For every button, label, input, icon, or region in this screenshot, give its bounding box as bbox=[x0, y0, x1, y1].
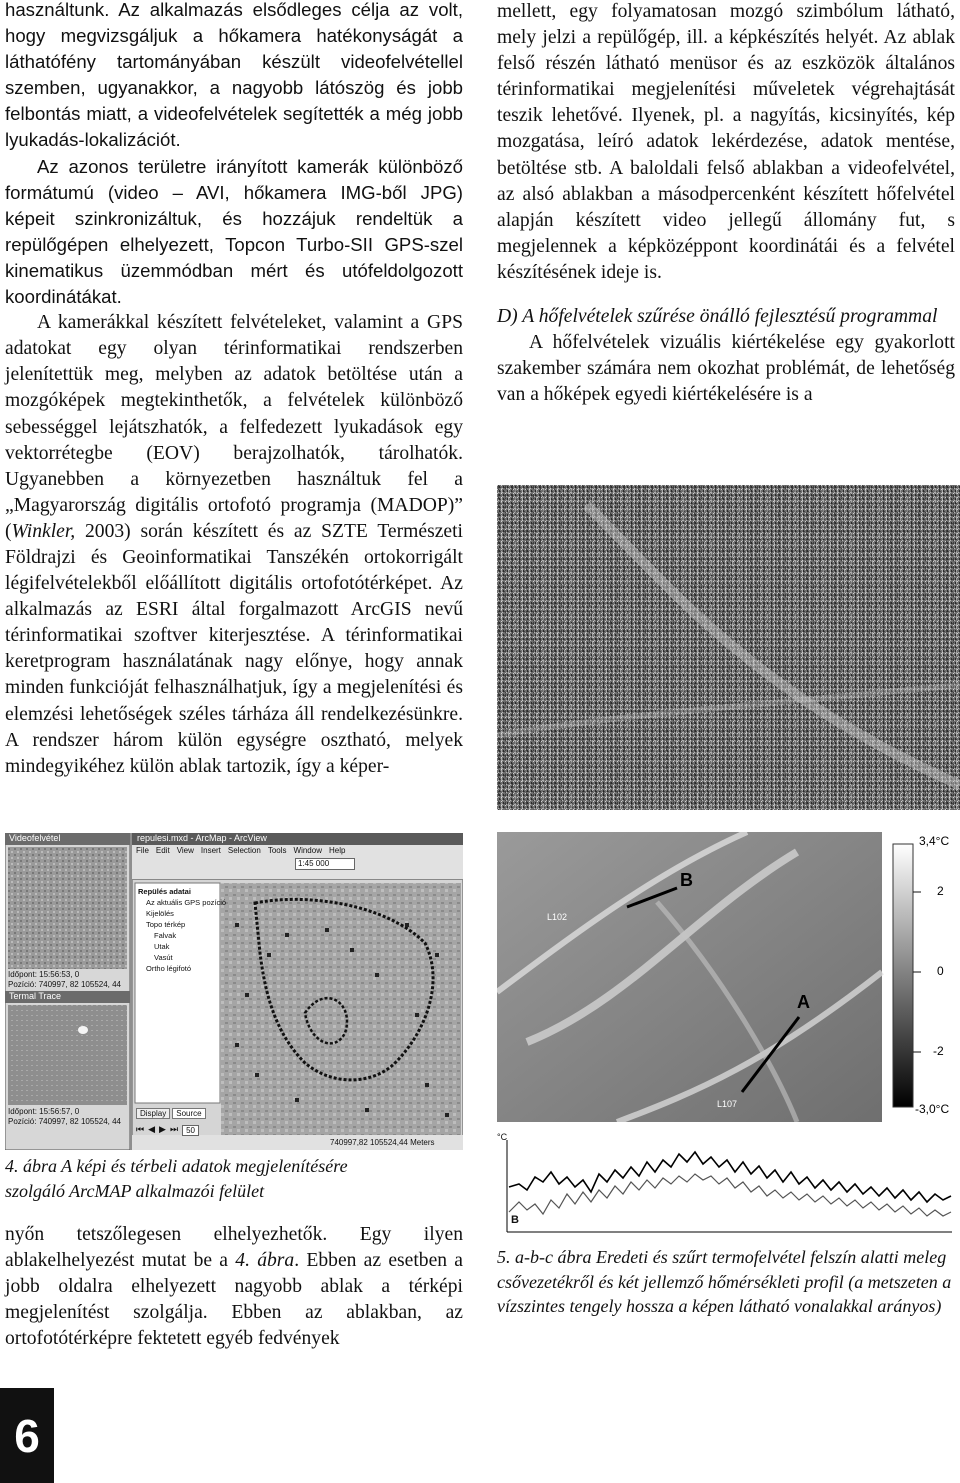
profile-label-a: A bbox=[797, 992, 810, 1012]
scale-field[interactable]: 1:45 000 bbox=[295, 858, 355, 870]
position-label: Pozíció: bbox=[8, 1117, 37, 1126]
body-paragraph bbox=[5, 1222, 463, 1352]
chart-y-unit: °C bbox=[497, 1132, 508, 1142]
menu-item-file[interactable]: File bbox=[136, 846, 149, 855]
profile-line-a bbox=[509, 1152, 951, 1202]
left-column-continued bbox=[5, 1222, 463, 1352]
scale-min-label: -3,0°C bbox=[915, 1102, 950, 1116]
status-coordinates: 740997,82 105524,44 Meters bbox=[330, 1138, 435, 1147]
menu-item-window[interactable]: Window bbox=[293, 846, 322, 855]
toc-item[interactable]: Utak bbox=[154, 942, 170, 951]
toc-tabs bbox=[136, 1108, 206, 1119]
menu-item-insert[interactable]: Insert bbox=[200, 846, 221, 855]
menu-item-view[interactable]: View bbox=[176, 846, 194, 855]
arcmap-illustration bbox=[5, 833, 463, 1150]
profile-label-b: B bbox=[680, 870, 693, 890]
toc-item[interactable]: Ortho légifotó bbox=[146, 964, 192, 973]
page-number: 6 bbox=[14, 1409, 40, 1462]
text-run: nyőn tetszőlegesen elhelyezhetők. Egy ilyen ablakelhelyezést mutat be a bbox=[5, 1224, 463, 1272]
play-back-icon[interactable]: ◀ bbox=[148, 1125, 156, 1135]
play-forward-icon[interactable]: ⏭ bbox=[169, 1125, 179, 1135]
position-label: Pozíció: bbox=[8, 980, 37, 989]
scale-tick-label: 2 bbox=[937, 884, 944, 898]
chart-series-label-b: B bbox=[511, 1214, 519, 1226]
scale-tick-label: 0 bbox=[937, 964, 944, 978]
menu-item-help[interactable]: Help bbox=[328, 846, 346, 855]
time-value: 15:56:57, 0 bbox=[39, 1107, 80, 1116]
menu-item-edit[interactable]: Edit bbox=[155, 846, 170, 855]
figure-5b-filtered-image bbox=[497, 832, 960, 1122]
figure-4-caption: 4. ábra A képi és térbeli adatok megjelenítésére szolgáló ArcMAP alkalmazói felület bbox=[5, 1156, 348, 1201]
thermal-window-title: Termal Trace bbox=[9, 991, 62, 1001]
zoom-field[interactable]: 50 bbox=[182, 1125, 199, 1136]
line-label-l102: L102 bbox=[547, 912, 568, 922]
page-number-tab bbox=[0, 1388, 54, 1483]
filtered-image-graphic bbox=[497, 832, 960, 1122]
toc-title: Repülés adatai bbox=[138, 887, 191, 896]
body-paragraph: A hőfelvételek vizuális kiértékelése egy gyakorlott szakember számára nem okozhat problémát, de lehetőség van a hőképek egyedi kiértékelésére is a bbox=[497, 332, 955, 406]
menu-item-tools[interactable]: Tools bbox=[267, 846, 287, 855]
arcmap-title: repulesi.mxd - ArcMap - ArcView bbox=[137, 833, 267, 843]
scale-tick-label: -2 bbox=[933, 1044, 944, 1058]
figure-5c-temperature-profiles bbox=[497, 1132, 957, 1237]
thermal-image-noise bbox=[497, 485, 960, 810]
body-paragraph: használtunk. Az alkalmazás elsődleges célja az volt, hogy megvizsgáljuk a hőkamera hatékonyságát a láthatófény tartományában készült videofelvétellel szemben, ugyanakkor, a nagyobb látószög és jobb felbontás miatt, a videofelvételek segítették a még jobb lyukadás-lokalizációt. bbox=[5, 0, 463, 151]
toc-item[interactable]: Falvak bbox=[154, 931, 177, 940]
time-label: Időpont: bbox=[8, 1107, 37, 1116]
toc-item[interactable]: Kijelölés bbox=[146, 909, 174, 918]
video-info bbox=[8, 970, 121, 990]
section-heading: D) A hőfelvételek szűrése önálló fejlesztésű programmal bbox=[497, 306, 938, 328]
tab-display[interactable]: Display bbox=[136, 1108, 170, 1119]
play-first-icon[interactable]: ⏮ bbox=[136, 1125, 145, 1135]
citation-author: Winkler, bbox=[11, 520, 76, 542]
text-run: . Ebben az esetben a jobb oldalra elhelyezett nagyobb ablak a térképi megjelenítést szolgálja. Ebben az ablakban, az ortofotótérképre fektetett egyéb fedvények bbox=[5, 1250, 464, 1350]
toc-panel bbox=[138, 886, 226, 974]
play-icon[interactable]: ▶ bbox=[159, 1125, 166, 1135]
body-paragraph bbox=[5, 310, 463, 780]
figure-4-arcmap-screenshot bbox=[5, 833, 463, 1150]
body-paragraph: Az azonos területre irányított kamerák különböző formátumú (video – AVI, hőkamera IMG-ből JPG) képeit szinkronizáltuk, és hozzájuk rendeltük a repülőgépen elhelyezett, Topcon Turbo-SII GPS-szel kinematikus üzemmódban mért és utófeldolgozott koordinátákat. bbox=[5, 155, 463, 308]
left-column bbox=[5, 0, 463, 780]
toc-item[interactable]: Vasút bbox=[154, 953, 173, 962]
text-run: 2003) során készített és az SZTE Természeti Földrajzi és Geoinformatikai Tanszékén ortokorrigált légifelvételekből előállított digitális ortofotótérképet. Az alkalmazás az ESRI által forgalmazott ArcGIS nevű térinformatikai szoftver kiterjesztése. A térinformatikai keretprogram használatának nagy előnye, hogy annak minden funkcióját felhasználhatjuk, így a megjelenítési és elemzési lehetőségek széles tárháza áll rendelkezésünkre. A rendszer három külön egységre osztható, melyek mindegyikéhez külön ablak tartozik, így a képer- bbox=[5, 520, 463, 777]
figure-5a-thermal-image bbox=[497, 485, 960, 810]
scale-max-label: 3,4°C bbox=[919, 834, 950, 848]
thermal-info bbox=[8, 1107, 121, 1127]
position-value: 740997, 82 105524, 44 bbox=[38, 1117, 122, 1126]
time-value: 15:56:53, 0 bbox=[39, 970, 80, 979]
toc-item[interactable]: Topo térkép bbox=[146, 920, 186, 929]
menu-item-selection[interactable]: Selection bbox=[227, 846, 261, 855]
text-run: A kamerákkal készített felvételeket, valamint a GPS adatokat egy olyan térinformatikai rendszerben jelenítettük meg, melyben az adatok betöltése után a mozgóképek megtekinthetők, a felvételek különböző sebességgel lejátszhatók, a felfedezett lyukadások egy vektorrétegbe (EOV) berajzolhatók, tárolhatók. Ugyanebben a környezetben használtuk fel a „Magyarország digitális ortofotó programja (MADOP)” ( bbox=[5, 312, 463, 542]
time-label: Időpont: bbox=[8, 970, 37, 979]
tab-source[interactable]: Source bbox=[172, 1108, 205, 1119]
body-paragraph: mellett, egy folyamatosan mozgó szimbólum látható, mely jelzi a repülőgép, ill. a képkészítés helyét. Az ablak felső részén látható menüsor és az eszközök általános térinformatikai megjelenítési műveletek végrehajtását teszik lehetővé. Ilyenek, pl. a nagyítás, kicsinyítés, kép mozgatása, leíró adatok lekérdezése, adatok mentése, betöltése stb. A baloldali felső ablakban a videofelvétel, az alsó ablakban a másodpercenként készített hőfelvétel alapján készített video jellegű állomány fut, s megjelennek a képközéppont koordinátái és a felvétel készítésének ideje is. bbox=[497, 1, 955, 283]
toc-item[interactable]: Az aktuális GPS pozíció bbox=[146, 898, 227, 907]
figure-reference: 4. ábra bbox=[235, 1250, 295, 1272]
figure-5-caption: 5. a-b-c ábra Eredeti és szűrt termofelvétel felszín alatti meleg csővezetékről és két jellemző hőmérsékleti profil (a metszeten a vízszintes tengely hossza a képen látható vonalakkal arányos) bbox=[497, 1247, 952, 1316]
position-value: 740997, 82 105524, 44 bbox=[38, 980, 122, 989]
profile-chart bbox=[497, 1132, 957, 1237]
arcmap-menubar bbox=[136, 846, 345, 855]
playback-controls bbox=[136, 1125, 199, 1136]
video-window-title: Videofelvétel bbox=[9, 833, 61, 843]
line-label-l107: L107 bbox=[717, 1099, 738, 1109]
profile-line-b bbox=[509, 1174, 951, 1216]
right-column bbox=[497, 0, 955, 408]
